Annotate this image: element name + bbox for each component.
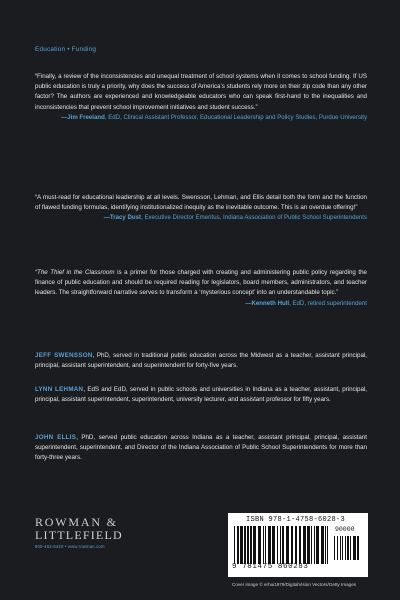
category-label: Education • Funding — [35, 46, 97, 53]
isbn-barcode — [228, 513, 368, 577]
barcode-bar — [265, 526, 266, 564]
quote-author: —Jim Freeland — [61, 113, 105, 121]
barcode-bar — [286, 526, 289, 564]
barcode-bar — [250, 526, 252, 564]
book-title: “The Thief in the Classroom — [35, 269, 115, 276]
barcode-bar — [268, 526, 271, 564]
author-bio-text: , PhD, served in traditional public education across the Midwest as a teacher, assistant principal, principal, assistant superintendent, and superintendent for forty-five years. — [35, 352, 367, 370]
quote-attribution — [35, 299, 367, 309]
author-bio-text: , PhD, served public education across Indiana as a teacher, assistant principal, principal, assistant superintendent, superintendent, and Director of the Indiana Association of Public School Superintendents for more than forty-three years. — [35, 434, 367, 462]
barcode-bar — [342, 536, 343, 560]
isbn-text: ISBN 978-1-4758-6028-3 — [246, 516, 346, 524]
quote-attribution — [35, 213, 367, 223]
publisher-contact: 800-462-6420 • www.rowman.com — [35, 544, 105, 549]
quote-text: “Finally, a review of the inconsistencies and unequal treatment of school systems when it comes to school funding. If US public education is truly a priority, why does the success of America’s students rely more on their zip code than any other factor? The authors are experienced and knowledgeable educators who can speak first-hand to the inequalities and inconsistencies that prevent school improvement initiatives and student success.” — [35, 73, 367, 111]
author-name: JEFF SWENSSON — [35, 352, 93, 359]
barcode-bar — [340, 536, 341, 560]
barcode-bar — [307, 526, 310, 564]
barcode-bar — [282, 526, 284, 564]
barcode-bar — [357, 536, 359, 560]
quote-author-title: , Executive Director Emeritus, Indiana Association of Public School Superintendents — [141, 214, 367, 222]
barcode-bar — [291, 526, 293, 564]
barcode-bar — [347, 536, 349, 560]
barcode-bar — [325, 526, 326, 564]
barcode-bar — [314, 526, 315, 564]
quote-text — [35, 268, 367, 299]
endorsement-quote-2 — [35, 193, 367, 224]
endorsement-quote-3 — [35, 268, 367, 309]
publisher-name-line2: LITTLEFIELD — [35, 528, 123, 542]
barcode-bar — [311, 526, 312, 564]
barcode-bar — [350, 536, 351, 560]
barcode-bar — [316, 526, 319, 564]
barcode-bar — [258, 526, 261, 564]
author-bio-2 — [35, 385, 367, 405]
barcode-bar — [253, 526, 256, 564]
quote-author-title: , EdD, retired superintendent — [289, 299, 367, 307]
author-bio-3 — [35, 433, 367, 464]
author-bio-1 — [35, 351, 367, 371]
quote-text-rest: is a primer for those charged with creating and administering public policy regarding the finance of public education and should be required reading for legislators, board members, administrators, and teacher leaders. The straightforward narrative serves to transform a ‘mysterious concept’ into an understandable topic.” — [35, 269, 367, 297]
barcode-bar — [234, 526, 235, 564]
barcode-bar — [280, 526, 281, 564]
author-name: JOHN ELLIS — [35, 434, 77, 441]
endorsement-quote-1 — [35, 72, 367, 123]
price-code: 90000 — [335, 526, 355, 533]
barcode-bar — [353, 536, 356, 560]
barcode-bar — [240, 526, 243, 564]
barcode-bar — [299, 526, 301, 564]
author-name: LYNN LEHMAN — [35, 386, 84, 393]
barcode-bar — [303, 526, 306, 564]
barcode-bar — [247, 526, 249, 564]
quote-author-title: , EdD, Clinical Assistant Professor, Educational Leadership and Policy Studies, Purdue University — [104, 113, 367, 121]
barcode-bar — [277, 526, 278, 564]
quote-author: —Tracy Dust — [103, 214, 142, 222]
ean-digits: 9 781475 860283 — [232, 563, 309, 571]
barcode-bar — [345, 536, 346, 560]
barcode-bar — [334, 536, 335, 560]
publisher-logo — [35, 516, 123, 549]
quote-text: “A must-read for educational leadership at all levels. Swensson, Lehman, and Ellis detail both the form and the function of flawed funding formulas, identifying institutionalized inequity as the inevitable outcome. This is an overdue offering!” — [35, 194, 367, 212]
barcode-bar — [263, 526, 264, 564]
author-bio-text: , EdS and EdD, served in public schools and universities in Indiana as a teacher, assistant, principal, principal, assistant superintendent, superintendent, university lecturer, and assistant professor for fifty years. — [35, 386, 368, 404]
price-barcode-bars — [334, 536, 362, 560]
barcode-bar — [337, 536, 338, 560]
publisher-name-line1: ROWMAN & — [35, 515, 118, 529]
barcode-bar — [237, 526, 239, 564]
cover-image-credit: Cover image © erhui1979/DigitalVision Vectors/Getty Images — [232, 582, 357, 587]
barcode-bars — [234, 526, 330, 564]
quote-attribution — [35, 113, 367, 123]
barcode-bar — [321, 526, 324, 564]
quote-author: —Kenneth Hull — [245, 299, 290, 307]
barcode-bar — [295, 526, 297, 564]
barcode-bar — [244, 526, 246, 564]
barcode-bar — [327, 526, 328, 564]
barcode-bar — [272, 526, 275, 564]
